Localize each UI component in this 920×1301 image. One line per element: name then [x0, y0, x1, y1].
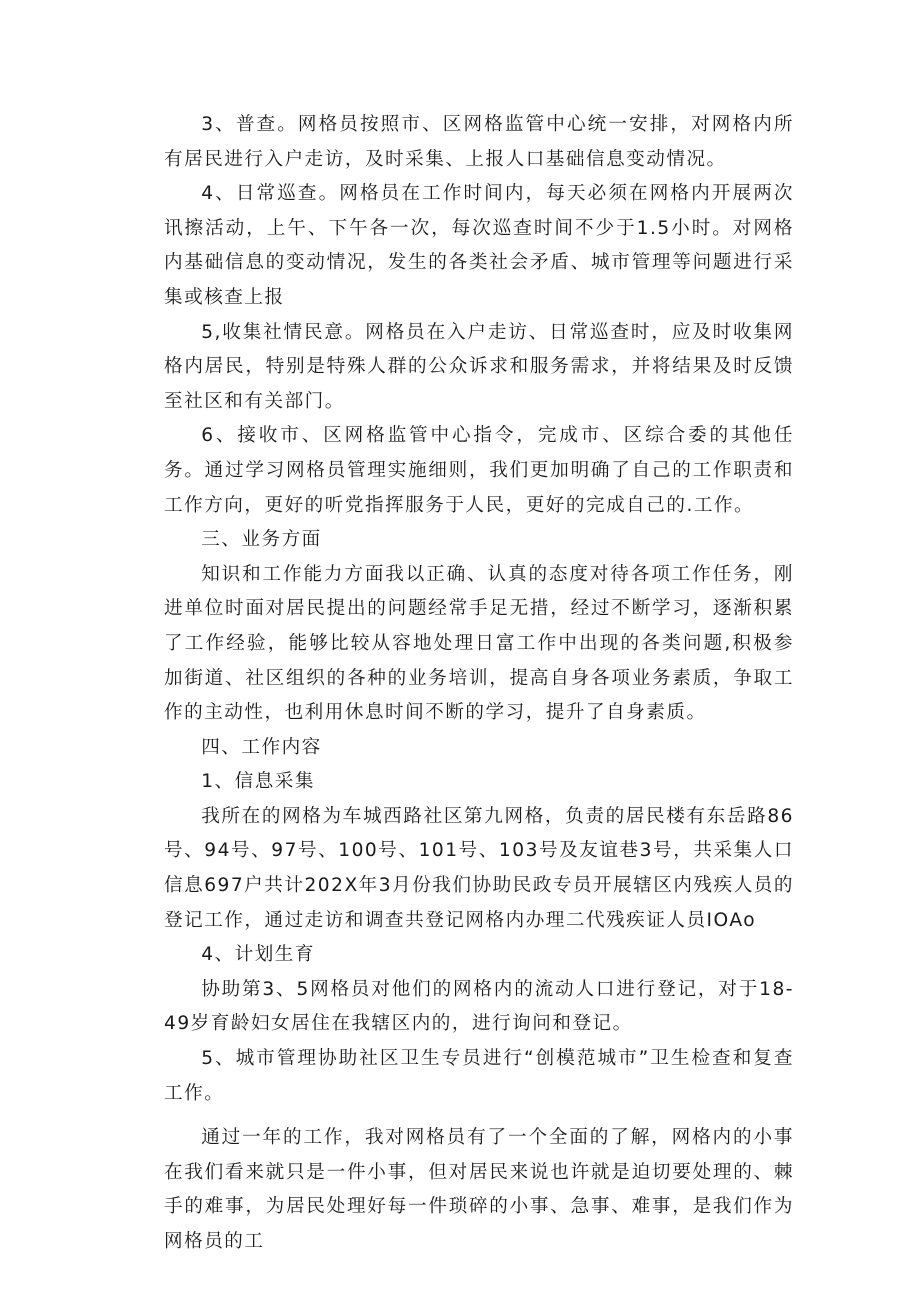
- paragraph-census: 3、普查。网格员按照市、区网格监管中心统一安排，对网格内所有居民进行入户走访，及时采集、上报人口基础信息变动情况。: [164, 114, 794, 170]
- paragraph-public-opinion: 5,收集社情民意。网格员在入户走访、日常巡查时，应及时收集网格内居民，特别是特殊人群的公众诉求和服务需求，并将结果及时反馈至社区和有关部门。: [164, 321, 794, 412]
- paragraph-city-management: 5、城市管理协助社区卫生专员进行“创模范城市”卫生检查和复查工作。: [164, 1048, 794, 1104]
- paragraph-summary: 通过一年的工作，我对网格员有了一个全面的了解，网格内的小事在我们看来就只是一件小事，但对居民来说也许就是迫切要处理的、棘手的难事，为居民处理好每一件琐碎的小事、急事、难事，是我们作为网格员的工: [164, 1127, 794, 1252]
- subheading-info-collection: 1、信息采集: [201, 771, 315, 793]
- subheading-family-planning: 4、计划生育: [201, 944, 315, 966]
- paragraph-daily-patrol: 4、日常巡查。网格员在工作时间内，每天必须在网格内开展两次讯擦活动，上午、下午各一次，每次巡查时间不少于1.5小时。对网格内基础信息的变动情况，发生的各类社会矛盾、城市管理等问题进行采集或核查上报: [164, 183, 794, 308]
- paragraph-instructions: 6、接收市、区网格监管中心指令，完成市、区综合委的其他任务。通过学习网格员管理实施细则，我们更加明确了自己的工作职责和工作方向，更好的听党指挥服务于人民，更好的完成自己的.工作。: [164, 425, 794, 516]
- paragraph-family-planning: 协助第3、5网格员对他们的网格内的流动人口进行登记，对于18-49岁育龄妇女居住在我辖区内的，进行询问和登记。: [164, 978, 794, 1035]
- paragraph-business-ability: 知识和工作能力方面我以正确、认真的态度对待各项工作任务，刚进单位时面对居民提出的问题经常手足无措，经过不断学习，逐渐积累了工作经验，能够比较从容地处理日富工作中出现的各类问题,积极参加街道、社区组织的各种的业务培训，提高自身各项业务素质，争取工作的主动性，也利用休息时间不断的学习，提升了自身素质。: [164, 563, 794, 724]
- section-heading-work-content: 四、工作内容: [201, 736, 322, 758]
- section-heading-business: 三、业务方面: [201, 529, 322, 551]
- document-body: [164, 108, 794, 1260]
- paragraph-info-collection: 我所在的网格为车城西路社区第九网格，负责的居民楼有东岳路86号、94号、97号、100号、101号、103号及友谊巷3号，共采集人口信息697户共计202X年3月份我们协助民政专员开展辖区内残疾人员的登记工作，通过走访和调查共登记网格内办理二代残疾证人员IOAo: [164, 805, 794, 931]
